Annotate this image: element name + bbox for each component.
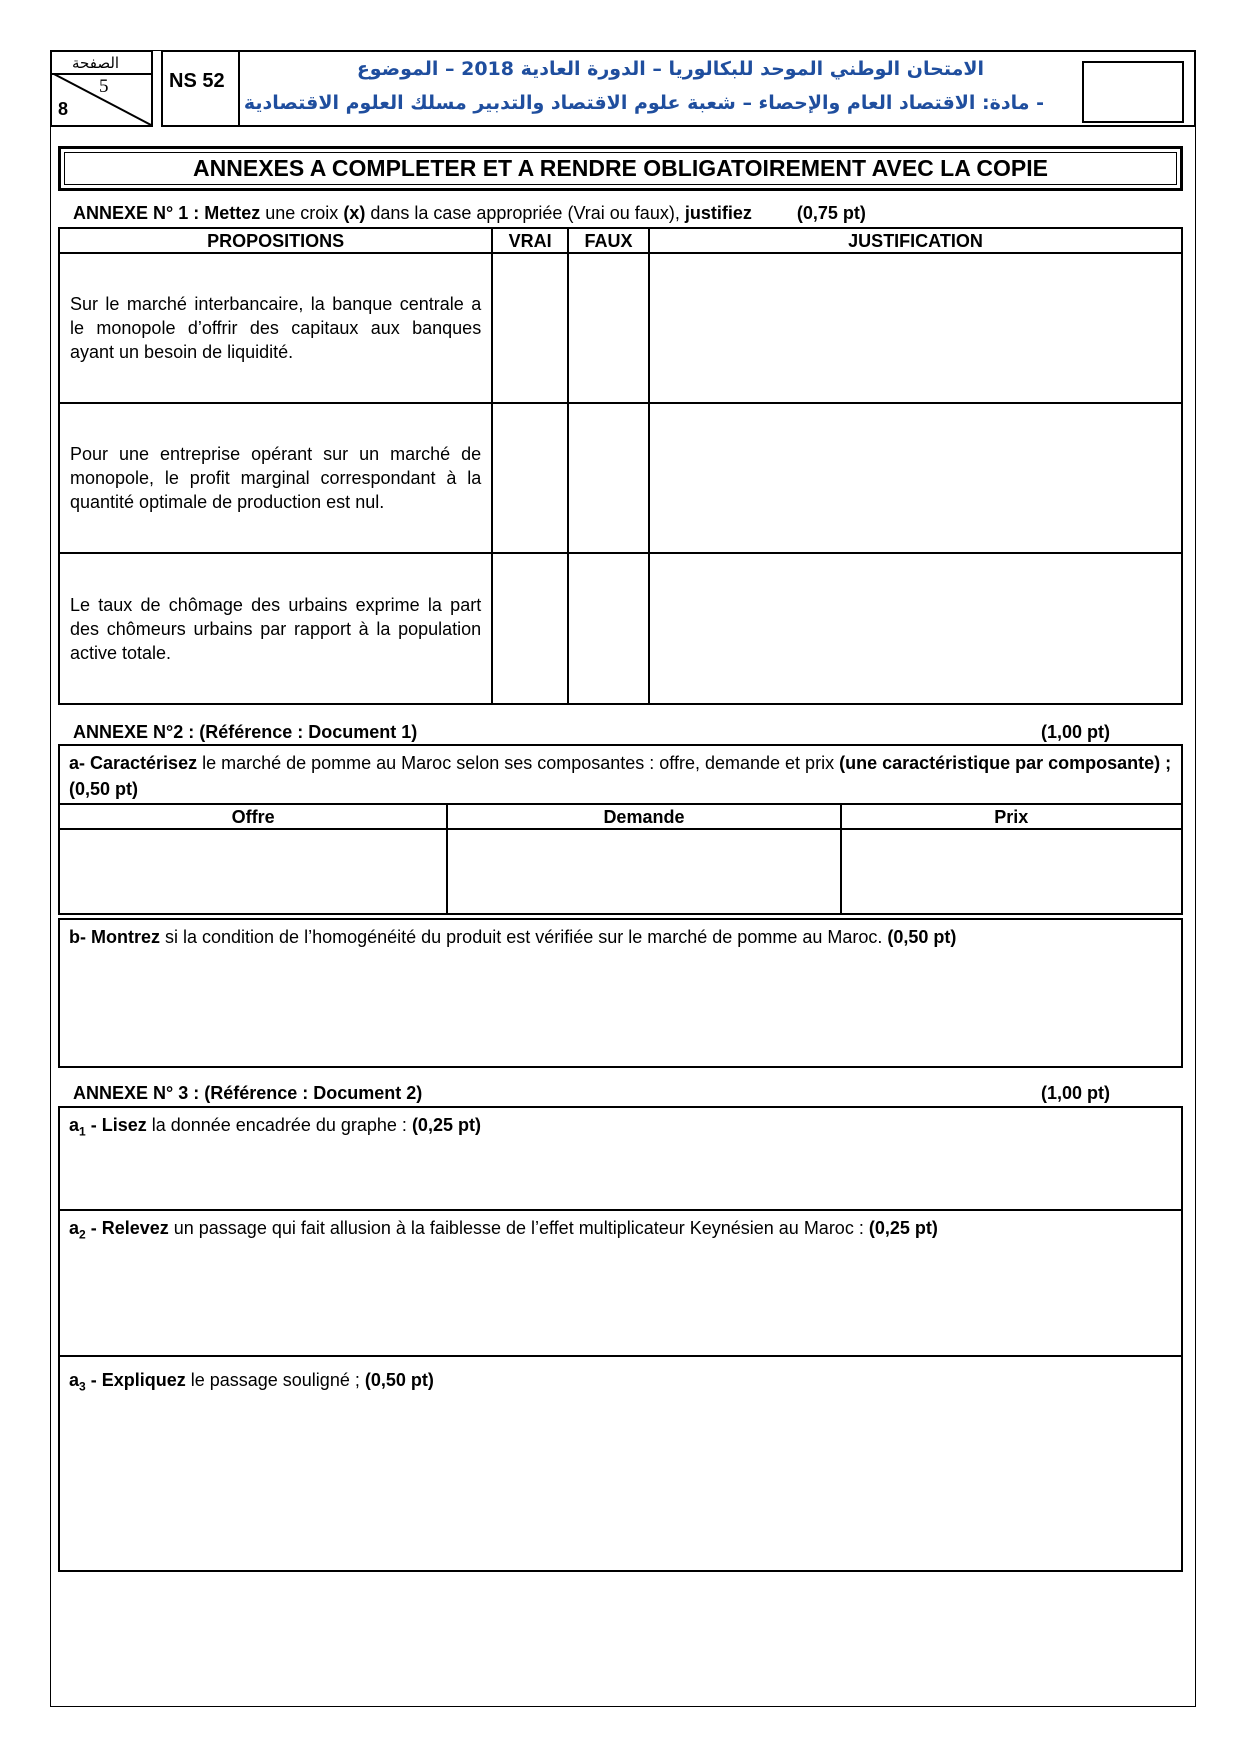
exam-title-line2: - مادة: الاقتصاد العام والإحصاء – شعبة علوم الاقتصاد والتدبير مسلك العلوم الاقتصادية (243, 92, 1044, 114)
header-vrai: VRAI (492, 228, 568, 253)
annexe3-question-a1[interactable]: $a_1$ - Lisez la donnée encadrée du graphe : (0,25 pt) (58, 1106, 1183, 1211)
exam-code: NS 52 (169, 70, 225, 92)
annexe2-table (58, 803, 1183, 915)
annexe3-points: (1,00 pt) (1041, 1083, 1111, 1103)
page-number: 5 (99, 76, 109, 97)
annexe2-question-b[interactable]: b- Montrez si la condition de l’homogénéité du produit est vérifiée sur le marché de pomme au Maroc. (0,50 pt) (58, 918, 1183, 1068)
grade-box[interactable] (1082, 61, 1184, 123)
offre-answer-cell[interactable] (59, 829, 447, 914)
proposition-1: Sur le marché interbancaire, la banque centrale a le monopole d’offrir des capitaux aux banques ayant un besoin de liquidité. (59, 253, 492, 403)
exam-title-line1: الامتحان الوطني الموحد للبكالوريا – الدورة العادية 2018 – الموضوع (356, 58, 984, 80)
header-faux: FAUX (568, 228, 649, 253)
annexe2-title: ANNEXE N°2 : (Référence : Document 1) (73, 722, 418, 742)
annexes-banner: ANNEXES A COMPLETER ET A RENDRE OBLIGATOIREMENT AVEC LA COPIE (58, 146, 1183, 191)
faux-cell-2[interactable] (568, 403, 649, 553)
vrai-cell-3[interactable] (492, 553, 568, 704)
header-prix: Prix (841, 804, 1182, 829)
justification-cell-1[interactable] (649, 253, 1182, 403)
faux-cell-3[interactable] (568, 553, 649, 704)
vrai-cell-1[interactable] (492, 253, 568, 403)
proposition-2: Pour une entreprise opérant sur un marché de monopole, le profit marginal correspondant à la quantité optimale de production est nul. (59, 403, 492, 553)
proposition-3: Le taux de chômage des urbains exprime la part des chômeurs urbains par rapport à la population active totale. (59, 553, 492, 704)
table-row (59, 403, 1182, 553)
header-propositions: PROPOSITIONS (59, 228, 492, 253)
annexe2-question-a: a- Caractérisez le marché de pomme au Maroc selon ses composantes : offre, demande et prix (une caractéristique par composante) ; (0,50 pt) (58, 744, 1183, 805)
vrai-cell-2[interactable] (492, 403, 568, 553)
justification-cell-2[interactable] (649, 403, 1182, 553)
justification-cell-3[interactable] (649, 553, 1182, 704)
faux-cell-1[interactable] (568, 253, 649, 403)
annexe3-question-a3[interactable]: $a_3$ - Expliquez le passage souligné ; (0,50 pt) (58, 1355, 1183, 1572)
exam-title-box (240, 50, 1196, 127)
exam-code-box (161, 50, 240, 127)
page-label: الصفحة (72, 54, 120, 72)
header-offre: Offre (59, 804, 447, 829)
table-row (59, 553, 1182, 704)
table-row (59, 829, 1182, 914)
annexe3-question-a2[interactable]: $a_2$ - Relevez un passage qui fait allusion à la faiblesse de l’effet multiplicateur Keynésien au Maroc : (0,25 pt) (58, 1209, 1183, 1357)
page-number-box (50, 50, 153, 127)
table-row (59, 253, 1182, 403)
prix-answer-cell[interactable] (841, 829, 1182, 914)
demande-answer-cell[interactable] (447, 829, 840, 914)
annexe3-title: ANNEXE N° 3 : (Référence : Document 2) (73, 1083, 423, 1103)
annexe2-points: (1,00 pt) (1041, 722, 1111, 742)
header-justification: JUSTIFICATION (649, 228, 1182, 253)
page-total: 8 (58, 99, 69, 119)
annexe1-table (58, 227, 1183, 705)
header-demande: Demande (447, 804, 840, 829)
annexe1-title: ANNEXE N° 1 : Mettez une croix (x) dans la case appropriée (Vrai ou faux), justifiez (0,75 pt) (73, 203, 866, 223)
